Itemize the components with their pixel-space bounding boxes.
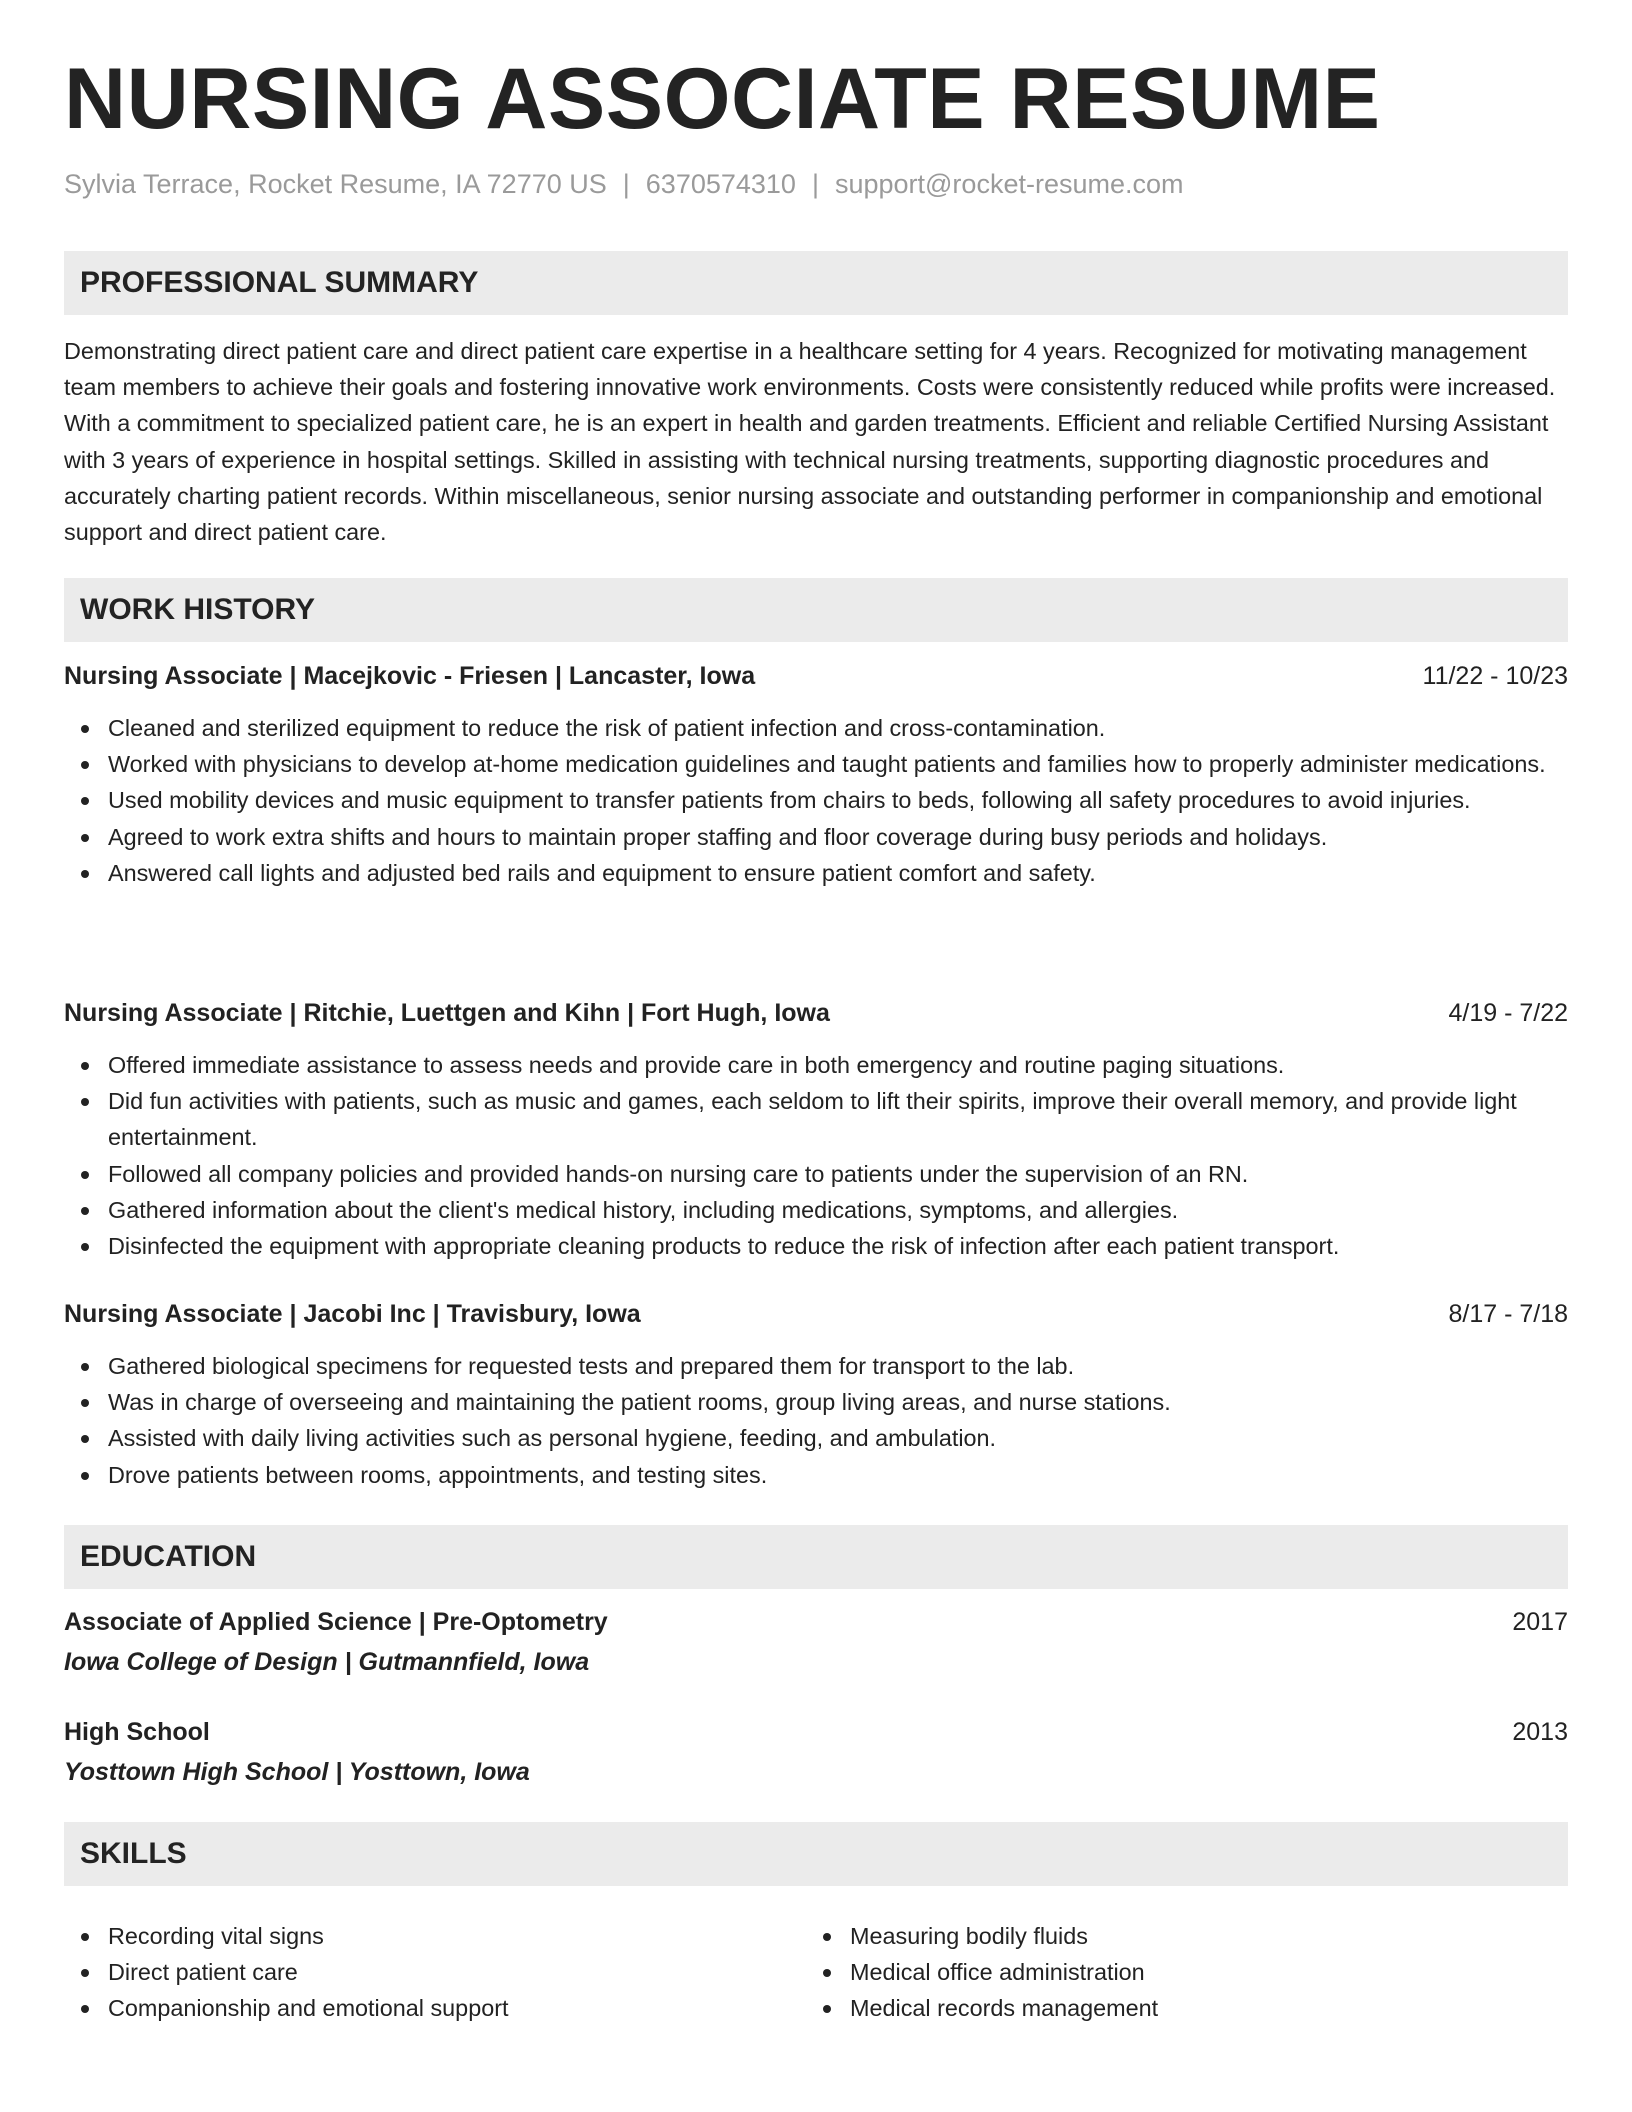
list-item: Answered call lights and adjusted bed rails and equipment to ensure patient comfort and safety. — [64, 855, 1568, 891]
education-degree: High School — [64, 1718, 210, 1746]
list-item: Offered immediate assistance to assess needs and provide care in both emergency and routine paging situations. — [64, 1047, 1568, 1083]
contact-line — [64, 168, 1184, 200]
section-title-skills: SKILLS — [80, 1837, 187, 1870]
list-item: Direct patient care — [64, 1954, 804, 1990]
education-degree: Associate of Applied Science | Pre-Optometry — [64, 1608, 608, 1636]
section-title-work-history: WORK HISTORY — [80, 593, 316, 626]
job-title: Nursing Associate | Macejkovic - Friesen | Lancaster, Iowa — [64, 662, 756, 690]
job-bullets — [64, 1348, 1568, 1493]
education-school: Iowa College of Design | Gutmannfield, Iowa — [64, 1648, 590, 1676]
job-entry — [64, 1296, 1568, 1493]
list-item: Measuring bodily fluids — [806, 1918, 1566, 1954]
resume-title: NURSING ASSOCIATE RESUME — [64, 51, 1381, 147]
job-dates: 11/22 - 10/23 — [1422, 662, 1568, 690]
job-header — [64, 1296, 1568, 1332]
list-item: Did fun activities with patients, such as music and games, each seldom to lift their spirits, improve their overall memory, and provide light entertainment. — [64, 1083, 1568, 1155]
job-bullets — [64, 710, 1568, 891]
list-item: Cleaned and sterilized equipment to reduce the risk of patient infection and cross-contamination. — [64, 710, 1568, 746]
job-header — [64, 995, 1568, 1031]
contact-separator: | — [811, 169, 819, 199]
list-item: Medical records management — [806, 1990, 1566, 2026]
list-item: Gathered information about the client's medical history, including medications, symptoms, and allergies. — [64, 1192, 1568, 1228]
list-item: Was in charge of overseeing and maintaining the patient rooms, group living areas, and nurse stations. — [64, 1384, 1568, 1420]
contact-address: Sylvia Terrace, Rocket Resume, IA 72770 US — [64, 169, 607, 199]
skills-column-right — [806, 1918, 1566, 2027]
list-item: Agreed to work extra shifts and hours to maintain proper staffing and floor coverage during busy periods and holidays. — [64, 819, 1568, 855]
section-title-summary: PROFESSIONAL SUMMARY — [80, 266, 479, 299]
list-item: Drove patients between rooms, appointments, and testing sites. — [64, 1457, 1568, 1493]
job-title: Nursing Associate | Jacobi Inc | Travisbury, Iowa — [64, 1300, 641, 1328]
summary-text: Demonstrating direct patient care and direct patient care expertise in a healthcare setting for 4 years. Recognized for motivating management team members to achieve their goals and fostering innovative work environments. Costs were consistently reduced while profits were increased. With a commitment to specialized patient care, he is an expert in health and garden treatments. Efficient and reliable Certified Nursing Assistant with 3 years of experience in hospital settings. Skilled in assisting with technical nursing treatments, supporting diagnostic procedures and accurately charting patient records. Within miscellaneous, senior nursing associate and outstanding performer in companionship and emotional support and direct patient care. — [64, 338, 1556, 546]
list-item: Used mobility devices and music equipment to transfer patients from chairs to beds, following all safety procedures to avoid injuries. — [64, 782, 1568, 818]
education-school: Yosttown High School | Yosttown, Iowa — [64, 1758, 530, 1786]
job-dates: 4/19 - 7/22 — [1448, 999, 1568, 1027]
contact-separator: | — [622, 169, 630, 199]
contact-email: support@rocket-resume.com — [834, 169, 1184, 199]
job-title: Nursing Associate | Ritchie, Luettgen and Kihn | Fort Hugh, Iowa — [64, 999, 830, 1027]
education-year: 2017 — [1512, 1608, 1568, 1636]
job-bullets — [64, 1047, 1568, 1264]
list-item: Companionship and emotional support — [64, 1990, 804, 2026]
list-item: Worked with physicians to develop at-home medication guidelines and taught patients and families how to properly administer medications. — [64, 746, 1568, 782]
list-item: Medical office administration — [806, 1954, 1566, 1990]
education-year: 2013 — [1512, 1718, 1568, 1746]
section-header-work-history — [64, 578, 1568, 642]
skills-column-left — [64, 1918, 804, 2027]
list-item: Followed all company policies and provided hands-on nursing care to patients under the supervision of an RN. — [64, 1156, 1568, 1192]
section-header-summary — [64, 251, 1568, 315]
contact-phone: 6370574310 — [645, 169, 796, 199]
job-dates: 8/17 - 7/18 — [1448, 1300, 1568, 1328]
list-item: Recording vital signs — [64, 1918, 804, 1954]
section-header-education — [64, 1525, 1568, 1589]
section-title-education: EDUCATION — [80, 1540, 257, 1573]
list-item: Gathered biological specimens for requested tests and prepared them for transport to the lab. — [64, 1348, 1568, 1384]
job-header — [64, 658, 1568, 694]
job-entry — [64, 995, 1568, 1264]
list-item: Assisted with daily living activities such as personal hygiene, feeding, and ambulation. — [64, 1420, 1568, 1456]
job-entry — [64, 658, 1568, 891]
list-item: Disinfected the equipment with appropriate cleaning products to reduce the risk of infection after each patient transport. — [64, 1228, 1568, 1264]
section-header-skills — [64, 1822, 1568, 1886]
